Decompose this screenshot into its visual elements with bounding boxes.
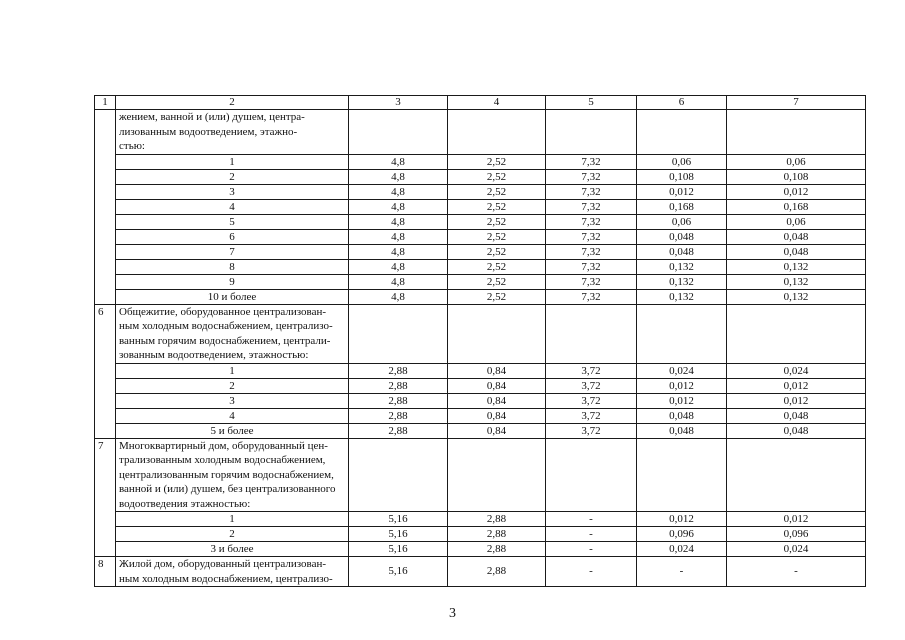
value-cell: - [546,557,637,587]
table-row [95,512,866,527]
description-line: водоотведения этажностью: [119,497,251,510]
description-line: ванной и (или) душем, без централизованного [119,483,336,495]
floor-count-cell: 2 [116,527,349,542]
column-header: 6 [637,96,727,110]
value-cell: 0,84 [448,393,546,408]
floor-count-cell: 4 [116,408,349,423]
value-cell: 5,16 [349,557,448,587]
value-cell: 2,88 [448,512,546,527]
floor-count-cell: 4 [116,199,349,214]
floor-count-cell: 5 и более [116,423,349,438]
table-header-row [95,96,866,110]
value-cell: 7,32 [546,184,637,199]
value-cell: 3,72 [546,363,637,378]
value-cell: 2,52 [448,154,546,169]
value-cell: 2,88 [349,423,448,438]
table-row [95,169,866,184]
empty-cell [448,110,546,155]
value-cell: 0,012 [637,184,727,199]
value-cell: 4,8 [349,259,448,274]
value-cell: 7,32 [546,259,637,274]
value-cell: 4,8 [349,244,448,259]
value-cell: 0,168 [727,199,866,214]
floor-count-cell: 1 [116,154,349,169]
table-row [95,259,866,274]
value-cell: 0,06 [727,214,866,229]
value-cell: 7,32 [546,229,637,244]
item-number: 8 [95,557,116,587]
table-row [95,214,866,229]
column-header: 2 [116,96,349,110]
floor-count-cell: 1 [116,512,349,527]
value-cell: 0,024 [637,542,727,557]
value-cell: 4,8 [349,184,448,199]
value-cell: 5,16 [349,527,448,542]
floor-count-cell: 6 [116,229,349,244]
description-line: Многоквартирный дом, оборудованный цен- [119,439,328,452]
table-row [95,184,866,199]
value-cell: 2,52 [448,169,546,184]
empty-cell [448,438,546,512]
value-cell: 2,52 [448,259,546,274]
empty-cell [637,438,727,512]
value-cell: 2,52 [448,184,546,199]
floor-count-cell: 3 [116,184,349,199]
value-cell: 7,32 [546,169,637,184]
value-cell: 0,012 [727,393,866,408]
floor-count-cell: 7 [116,244,349,259]
value-cell: 0,132 [727,259,866,274]
group-title-row [95,438,866,512]
item-number: 7 [95,438,116,557]
floor-count-cell: 2 [116,378,349,393]
value-cell: 2,88 [448,542,546,557]
table-row [95,363,866,378]
value-cell: - [727,557,866,587]
value-cell: 0,012 [727,512,866,527]
value-cell: - [546,512,637,527]
value-cell: 0,012 [727,378,866,393]
item-description [116,557,349,587]
value-cell: 2,52 [448,229,546,244]
value-cell: 0,024 [637,363,727,378]
value-cell: 0,84 [448,408,546,423]
value-cell: 2,88 [349,363,448,378]
empty-cell [637,110,727,155]
column-header: 4 [448,96,546,110]
page-number: 3 [449,606,456,621]
table-row [95,229,866,244]
value-cell: 0,132 [637,274,727,289]
empty-cell [727,110,866,155]
column-header: 5 [546,96,637,110]
empty-cell [448,304,546,363]
empty-cell [546,304,637,363]
description-line: зованным водоотведением, этажностью: [119,349,309,361]
floor-count-cell: 1 [116,363,349,378]
table-row [95,274,866,289]
description-line: трализованным холодным водоснабжением, [119,454,326,466]
value-cell: 2,52 [448,199,546,214]
value-cell: 7,32 [546,214,637,229]
description-line: ным холодным водоснабжением, централизо- [119,320,333,332]
item-description [116,438,349,512]
description-line: ным холодным водоснабжением, централизо- [119,572,333,585]
value-cell: 0,132 [637,259,727,274]
value-cell: 7,32 [546,244,637,259]
empty-cell [727,438,866,512]
table-row [95,154,866,169]
value-cell: 0,048 [727,408,866,423]
value-cell: 0,168 [637,199,727,214]
table-row [95,289,866,304]
table-row [95,408,866,423]
description-line: лизованным водоотведением, этажно- [119,125,298,138]
floor-count-cell: 2 [116,169,349,184]
table-row [95,199,866,214]
table-row [95,393,866,408]
value-cell: 0,132 [637,289,727,304]
value-cell: 0,132 [727,274,866,289]
value-cell: 0,84 [448,378,546,393]
value-cell: 3,72 [546,408,637,423]
value-cell: 0,108 [637,169,727,184]
value-cell: - [546,542,637,557]
floor-count-cell: 9 [116,274,349,289]
value-cell: 3,72 [546,423,637,438]
group-title-row [95,557,866,587]
value-cell: - [637,557,727,587]
value-cell: 3,72 [546,393,637,408]
empty-cell [546,438,637,512]
group-title-row [95,304,866,363]
floor-count-cell: 3 [116,393,349,408]
column-header: 1 [95,96,116,110]
empty-cell [727,304,866,363]
value-cell: 2,88 [349,393,448,408]
description-line: Жилой дом, оборудованный централизован- [119,558,327,570]
value-cell: 2,52 [448,289,546,304]
value-cell: 0,012 [637,378,727,393]
value-cell: 0,06 [637,214,727,229]
description-line: централизованным горячим водоснабжением, [119,468,334,481]
table-row [95,527,866,542]
value-cell: 4,8 [349,274,448,289]
value-cell: 2,88 [349,378,448,393]
value-cell: 2,52 [448,214,546,229]
value-cell: 2,88 [448,527,546,542]
value-cell: 7,32 [546,289,637,304]
item-number [95,110,116,305]
value-cell: 0,048 [637,229,727,244]
value-cell: 5,16 [349,512,448,527]
value-cell: 4,8 [349,214,448,229]
value-cell: 0,024 [727,542,866,557]
description-line: ванным горячим водоснабжением, централи- [119,334,331,347]
column-header: 7 [727,96,866,110]
table-row [95,244,866,259]
group-title-row [95,110,866,155]
empty-cell [349,110,448,155]
value-cell: - [546,527,637,542]
value-cell: 0,132 [727,289,866,304]
value-cell: 0,84 [448,363,546,378]
value-cell: 0,048 [637,244,727,259]
value-cell: 0,048 [637,408,727,423]
value-cell: 0,048 [727,244,866,259]
value-cell: 2,52 [448,274,546,289]
data-table [94,95,866,587]
item-description [116,304,349,363]
table-row [95,423,866,438]
empty-cell [349,438,448,512]
value-cell: 2,88 [349,408,448,423]
value-cell: 5,16 [349,542,448,557]
value-cell: 0,06 [727,154,866,169]
floor-count-cell: 5 [116,214,349,229]
value-cell: 0,048 [727,229,866,244]
floor-count-cell: 10 и более [116,289,349,304]
description-line: Общежитие, оборудованное централизован- [119,305,326,318]
description-line: жением, ванной и (или) душем, центра- [119,111,305,123]
value-cell: 0,096 [637,527,727,542]
description-line: стью: [119,140,145,152]
floor-count-cell: 3 и более [116,542,349,557]
value-cell: 0,012 [727,184,866,199]
value-cell: 0,024 [727,363,866,378]
value-cell: 3,72 [546,378,637,393]
value-cell: 0,108 [727,169,866,184]
value-cell: 4,8 [349,289,448,304]
value-cell: 2,88 [448,557,546,587]
value-cell: 0,048 [637,423,727,438]
value-cell: 4,8 [349,199,448,214]
value-cell: 0,84 [448,423,546,438]
item-description [116,110,349,155]
value-cell: 4,8 [349,229,448,244]
table-row [95,542,866,557]
value-cell: 2,52 [448,244,546,259]
value-cell: 7,32 [546,154,637,169]
empty-cell [349,304,448,363]
table-row [95,378,866,393]
value-cell: 7,32 [546,199,637,214]
value-cell: 0,012 [637,512,727,527]
value-cell: 0,048 [727,423,866,438]
value-cell: 0,012 [637,393,727,408]
empty-cell [546,110,637,155]
empty-cell [637,304,727,363]
value-cell: 7,32 [546,274,637,289]
value-cell: 4,8 [349,169,448,184]
floor-count-cell: 8 [116,259,349,274]
value-cell: 4,8 [349,154,448,169]
value-cell: 0,06 [637,154,727,169]
value-cell: 0,096 [727,527,866,542]
item-number: 6 [95,304,116,438]
column-header: 3 [349,96,448,110]
